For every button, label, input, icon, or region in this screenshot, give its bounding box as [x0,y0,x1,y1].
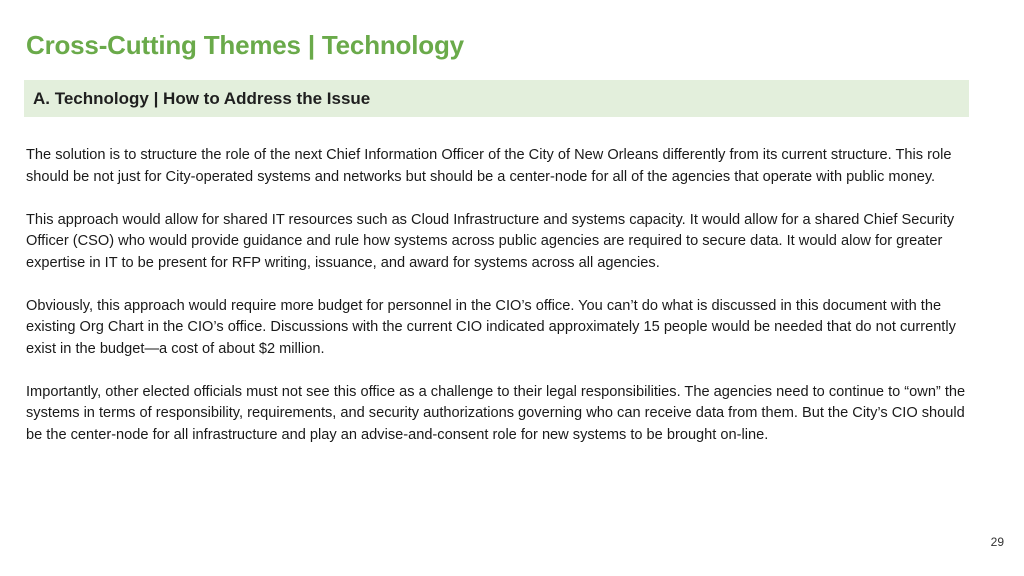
paragraph-1: The solution is to structure the role of the next Chief Information Officer of the City of New Orleans differently from its current structure. This role should be not just for City-operated systems and networks but should be a center-node for all of the agencies that operate with public money. [26,147,952,185]
section-header-banner [24,80,969,117]
paragraph-3: Obviously, this approach would require more budget for personnel in the CIO’s office. You can’t do what is discussed in this document with the existing Org Chart in the CIO’s office. Discussions with the current CIO indicated approximately 15 people would be needed that do not currently exist in the budget—a cost of about $2 million. [26,297,956,357]
paragraph-4: Importantly, other elected officials must not see this office as a challenge to their legal responsibilities. The agencies need to continue to “own” the systems in terms of responsibility, requirements, and security authorizations governing who can receive data from them. But the City’s CIO should be the center-node for all infrastructure and play an advise-and-consent role for new systems to be brought on-line. [26,383,966,443]
page-number: 29 [990,535,1004,549]
section-header-text: A. Technology | How to Address the Issue [33,88,371,108]
paragraph-2: This approach would allow for shared IT resources such as Cloud Infrastructure and systems capacity. It would allow for a shared Chief Security Officer (CSO) who would provide guidance and rule how systems across public agencies are required to secure data. It would alow for greater expertise in IT to be present for RFP writing, issuance, and award for systems across all agencies. [26,211,955,271]
body-text [26,145,971,468]
slide-title: Cross-Cutting Themes | Technology [26,30,464,60]
